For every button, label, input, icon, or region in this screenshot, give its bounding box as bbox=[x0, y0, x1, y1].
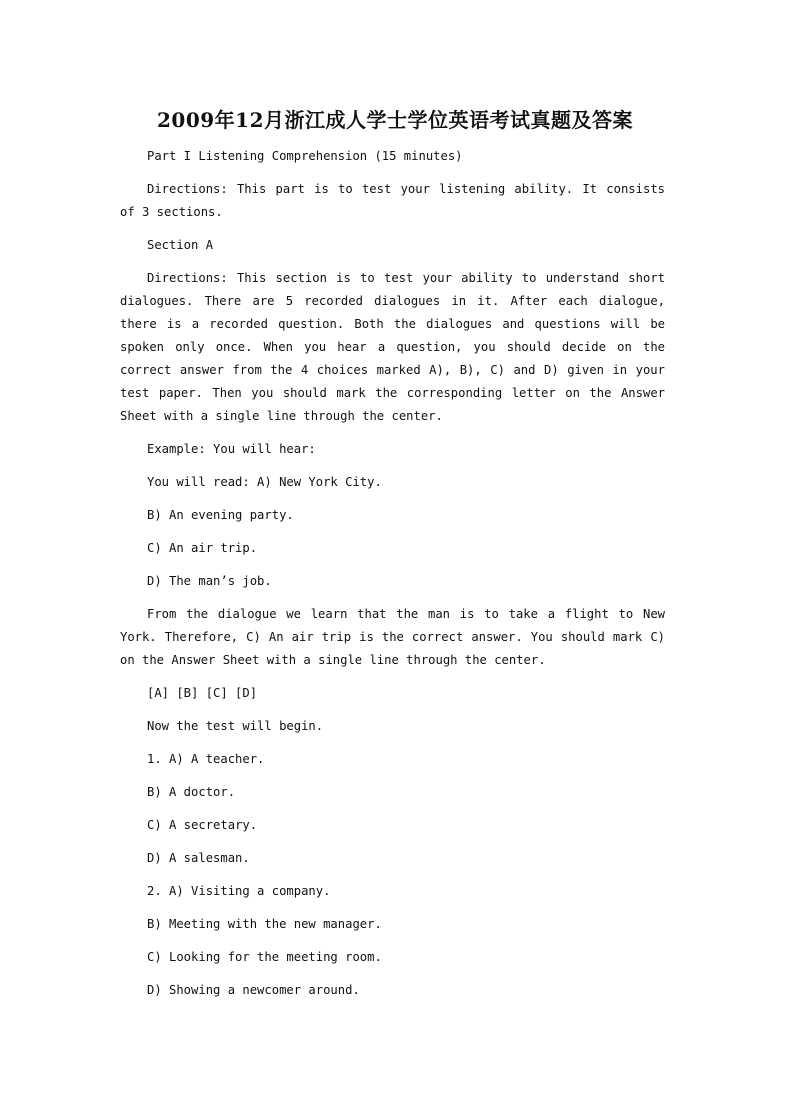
part-directions: Directions: This part is to test your listening ability. It consists of 3 sections. bbox=[120, 182, 665, 219]
question-option: 1. A) A teacher. bbox=[147, 752, 265, 766]
example-intro: Example: You will hear: bbox=[147, 442, 316, 456]
question-option: D) Showing a newcomer around. bbox=[147, 983, 360, 997]
question-option: D) A salesman. bbox=[147, 851, 250, 865]
question-option: B) A doctor. bbox=[147, 785, 236, 799]
part-heading: Part I Listening Comprehension (15 minutes) bbox=[147, 149, 463, 163]
example-option: You will read: A) New York City. bbox=[147, 475, 382, 489]
document-title: 2009年12月浙江成人学士学位英语考试真题及答案 bbox=[157, 108, 633, 132]
section-heading: Section A bbox=[147, 238, 214, 252]
example-option: D) The man’s job. bbox=[147, 574, 272, 588]
question-option: C) Looking for the meeting room. bbox=[147, 950, 382, 964]
section-directions: Directions: This section is to test your ability to understand short dialogues. There are 5 recorded dialogues in it. After each dialogue, there is a recorded question. Both the dialogues and questions will be spoken only once. When you hear a question, you should decide on the correct answer from the 4 choices marked A), B), C) and D) given in your test paper. Then you should mark the corresponding letter on the Answer Sheet with a single line through the center. bbox=[120, 271, 665, 423]
document-body bbox=[120, 145, 665, 1012]
question-option: 2. A) Visiting a company. bbox=[147, 884, 331, 898]
example-option: B) An evening party. bbox=[147, 508, 294, 522]
test-begin-note: Now the test will begin. bbox=[147, 719, 324, 733]
example-explanation: From the dialogue we learn that the man is to take a flight to New York. Therefore, C) An air trip is the correct answer. You should mark C) on the Answer Sheet with a single line through the center. bbox=[120, 607, 665, 667]
answer-sheet-sample: [A] [B] [C] [D] bbox=[147, 686, 258, 700]
question-option: B) Meeting with the new manager. bbox=[147, 917, 382, 931]
question-option: C) A secretary. bbox=[147, 818, 258, 832]
example-option: C) An air trip. bbox=[147, 541, 258, 555]
